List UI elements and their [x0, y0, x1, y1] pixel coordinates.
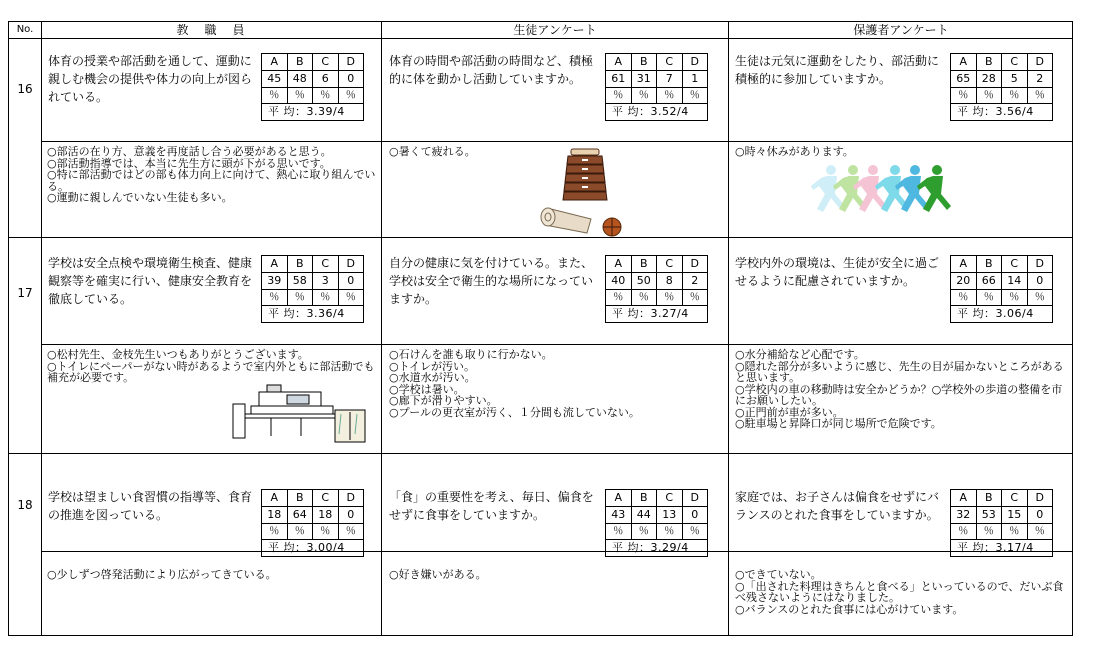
- scale-d: D: [1027, 256, 1053, 273]
- comment-line: ○できていない。: [735, 568, 822, 581]
- scale-a: A: [951, 490, 977, 507]
- pct-unit: ％: [338, 88, 364, 104]
- comment-line: ○駐車場と昇降口が同じ場所で危険です。: [735, 417, 942, 430]
- value-a: 32: [951, 507, 977, 524]
- value-c: 14: [1002, 273, 1028, 290]
- value-c: 7: [657, 71, 683, 88]
- average-cell: [951, 306, 1053, 323]
- average-label: 平 均：: [612, 541, 651, 554]
- teacher-question: 学校は望ましい食習慣の指導等、食育の推進を図っている。: [48, 490, 253, 522]
- average-value: 3.27/4: [650, 307, 689, 320]
- value-a: 45: [262, 71, 288, 88]
- teacher-comments: [47, 146, 379, 204]
- pct-unit: ％: [951, 524, 977, 540]
- comment-line: ○トイレが汚い。: [389, 359, 476, 373]
- pct-unit: ％: [631, 88, 657, 104]
- parent-score-table: [950, 255, 1053, 327]
- comment-line: ○部活の在り方、意義を再度話し合う必要があると思う。: [47, 145, 332, 158]
- value-a: 65: [951, 71, 977, 88]
- value-b: 44: [631, 507, 657, 524]
- row-number: 17: [17, 286, 33, 300]
- student-score-table: [605, 255, 708, 327]
- student-question: 体育の時間や部活動の時間など、積極的に体を動かし活動していますか。: [389, 54, 594, 86]
- runners-illustration: [809, 162, 969, 227]
- header-teacher: 教 職 員: [176, 23, 247, 37]
- scale-c: C: [1002, 490, 1028, 507]
- student-question: 自分の健康に気を付けている。また、学校は安全で衛生的な場所になっていますか。: [389, 256, 594, 306]
- comment-line: ○隠れた部分が多いように感じ、先生の目が届かないところがあると思います。: [735, 359, 1064, 384]
- value-b: 28: [976, 71, 1002, 88]
- value-a: 18: [262, 507, 288, 524]
- value-a: 43: [606, 507, 632, 524]
- pct-unit: ％: [606, 88, 632, 104]
- value-c: 15: [1002, 507, 1028, 524]
- comment-line: ○暑くて疲れる。: [389, 145, 476, 158]
- value-c: 18: [313, 507, 339, 524]
- pct-unit: ％: [976, 290, 1002, 306]
- parent-comments: [735, 569, 1071, 615]
- pct-unit: ％: [682, 524, 708, 540]
- pct-unit: ％: [287, 524, 313, 540]
- divider-header: [9, 38, 1072, 39]
- rolled-mat-icon: [541, 208, 591, 233]
- average-label: 平 均：: [612, 105, 651, 118]
- pct-unit: ％: [313, 290, 339, 306]
- value-b: 31: [631, 71, 657, 88]
- washroom-illustration: [231, 384, 371, 446]
- parent-score-table: [950, 53, 1053, 125]
- comment-line: ○部活動指導では、本当に先生方に頭が下がる思いです。: [47, 156, 331, 170]
- scale-b: B: [976, 490, 1002, 507]
- pct-unit: ％: [1002, 524, 1028, 540]
- scale-d: D: [338, 54, 364, 71]
- vaulting-box-icon: [563, 149, 607, 200]
- teacher-question: 学校は安全点検や環境衛生検査、健康観察等を確実に行い、健康安全教育を徹底している。: [48, 256, 253, 306]
- gym-equipment-illustration: [537, 147, 627, 235]
- teacher-question: 体育の授業や部活動を通して、運動に親しむ機会の提供や体力の向上が図られている。: [48, 54, 253, 104]
- scale-d: D: [1027, 54, 1053, 71]
- average-label: 平 均：: [957, 105, 996, 118]
- comment-line: ○学校内の車の移動時は安全かどうか？○学校外の歩道の整備を市にお願いしたい。: [735, 382, 1063, 407]
- pct-unit: ％: [1002, 88, 1028, 104]
- scale-c: C: [313, 490, 339, 507]
- student-comments: [389, 569, 487, 581]
- value-d: 1: [682, 71, 708, 88]
- comment-line: ○水道水が汚い。: [389, 371, 476, 384]
- scale-b: B: [287, 256, 313, 273]
- teacher-comments: [47, 349, 379, 384]
- pct-unit: ％: [1027, 88, 1053, 104]
- parent-comments: [735, 146, 854, 158]
- header-parent: 保護者アンケート: [853, 23, 949, 37]
- pct-unit: ％: [313, 524, 339, 540]
- pct-unit: ％: [631, 290, 657, 306]
- pct-unit: ％: [951, 290, 977, 306]
- pct-unit: ％: [313, 88, 339, 104]
- scale-b: B: [631, 54, 657, 71]
- student-question: 「食」の重要性を考え、毎日、偏食をせずに食事をしていますか。: [389, 490, 594, 522]
- value-d: 2: [682, 273, 708, 290]
- value-b: 66: [976, 273, 1002, 290]
- scale-a: A: [262, 256, 288, 273]
- scale-c: C: [1002, 54, 1028, 71]
- average-cell: [951, 104, 1053, 121]
- divider-col-no: [41, 22, 42, 635]
- student-score-table: [605, 489, 708, 561]
- pct-unit: ％: [631, 524, 657, 540]
- divider-sub-18: [41, 551, 1072, 552]
- value-a: 61: [606, 71, 632, 88]
- pct-unit: ％: [338, 290, 364, 306]
- average-label: 平 均：: [957, 307, 996, 320]
- value-d: 0: [338, 71, 364, 88]
- value-d: 0: [338, 507, 364, 524]
- comment-line: ○廊下が滑りやすい。: [389, 394, 498, 407]
- average-value: 3.29/4: [650, 541, 689, 554]
- pct-unit: ％: [262, 290, 288, 306]
- teacher-score-table: [261, 53, 364, 125]
- average-cell: [951, 540, 1053, 557]
- comment-line: ○「出された料理はきちんと食べる」といっているので、だいぶ食べ残さないようにはなりました。: [735, 579, 1064, 604]
- scale-a: A: [951, 54, 977, 71]
- value-d: 0: [1027, 273, 1053, 290]
- runner-icon: [811, 165, 845, 212]
- pct-unit: ％: [951, 88, 977, 104]
- parent-question: 学校内外の環境は、生徒が安全に過ごせるように配慮されていますか。: [735, 256, 940, 288]
- average-cell: [262, 306, 364, 323]
- value-c: 8: [657, 273, 683, 290]
- scale-a: A: [262, 54, 288, 71]
- value-c: 5: [1002, 71, 1028, 88]
- scale-d: D: [1027, 490, 1053, 507]
- scale-a: A: [606, 54, 632, 71]
- scale-d: D: [338, 256, 364, 273]
- scale-b: B: [287, 490, 313, 507]
- average-value: 3.36/4: [306, 307, 345, 320]
- runner-icon: [853, 165, 887, 212]
- average-label: 平 均：: [268, 541, 307, 554]
- average-cell: [606, 104, 708, 121]
- pct-unit: ％: [287, 290, 313, 306]
- divider-sub-16: [41, 141, 1072, 142]
- parent-score-table: [950, 489, 1053, 561]
- pct-unit: ％: [976, 88, 1002, 104]
- scale-d: D: [682, 54, 708, 71]
- teacher-comments: [47, 569, 277, 581]
- pct-unit: ％: [682, 290, 708, 306]
- runner-icon: [895, 165, 929, 212]
- scale-b: B: [976, 256, 1002, 273]
- comment-line: ○正門前が車が多い。: [735, 405, 844, 419]
- row-number: 16: [17, 82, 33, 96]
- pct-unit: ％: [262, 524, 288, 540]
- average-value: 3.56/4: [995, 105, 1034, 118]
- value-a: 40: [606, 273, 632, 290]
- scale-d: D: [682, 490, 708, 507]
- scale-a: A: [262, 490, 288, 507]
- pct-unit: ％: [657, 88, 683, 104]
- comment-line: ○好き嫌いがある。: [389, 568, 487, 581]
- parent-question: 家庭では、お子さんは偏食をせずにバランスのとれた食事をしていますか。: [735, 490, 940, 522]
- pct-unit: ％: [1002, 290, 1028, 306]
- average-value: 3.52/4: [650, 105, 689, 118]
- parent-comments: [735, 349, 1071, 430]
- divider-col-teacher: [381, 22, 382, 635]
- value-b: 58: [287, 273, 313, 290]
- comment-line: ○少しずつ啓発活動により広がってきている。: [47, 568, 277, 581]
- scale-b: B: [976, 54, 1002, 71]
- value-b: 64: [287, 507, 313, 524]
- pct-unit: ％: [976, 524, 1002, 540]
- student-comments: [389, 146, 476, 158]
- scale-b: B: [631, 490, 657, 507]
- scale-b: B: [287, 54, 313, 71]
- pct-unit: ％: [606, 524, 632, 540]
- pct-unit: ％: [657, 290, 683, 306]
- scale-c: C: [1002, 256, 1028, 273]
- average-cell: [262, 104, 364, 121]
- pct-unit: ％: [682, 88, 708, 104]
- divider-row-16: [9, 237, 1072, 238]
- scale-d: D: [682, 256, 708, 273]
- row-number: 18: [17, 498, 33, 512]
- average-value: 3.00/4: [306, 541, 345, 554]
- value-b: 53: [976, 507, 1002, 524]
- value-a: 39: [262, 273, 288, 290]
- average-value: 3.39/4: [306, 105, 345, 118]
- comment-line: ○プールの更衣室が汚く、１分間も流していない。: [389, 405, 640, 419]
- value-b: 50: [631, 273, 657, 290]
- value-c: 3: [313, 273, 339, 290]
- pct-unit: ％: [1027, 290, 1053, 306]
- comment-line: ○バランスのとれた食事には心がけています。: [735, 602, 964, 616]
- value-a: 20: [951, 273, 977, 290]
- pct-unit: ％: [287, 88, 313, 104]
- scale-b: B: [631, 256, 657, 273]
- divider-col-student: [728, 22, 729, 635]
- scale-a: A: [606, 256, 632, 273]
- student-comments: [389, 349, 640, 418]
- pct-unit: ％: [1027, 524, 1053, 540]
- value-c: 6: [313, 71, 339, 88]
- parent-question: 生徒は元気に運動をしたり、部活動に積極的に参加していますか。: [735, 54, 940, 86]
- average-cell: [262, 540, 364, 557]
- basketball-icon: [603, 218, 621, 236]
- divider-sub-17: [41, 344, 1072, 345]
- average-label: 平 均：: [268, 307, 307, 320]
- survey-table: [8, 21, 1073, 636]
- scale-c: C: [657, 490, 683, 507]
- comment-line: ○水分補給など心配です。: [735, 348, 865, 361]
- average-value: 3.17/4: [995, 541, 1034, 554]
- scale-c: C: [313, 256, 339, 273]
- comment-line: ○運動に親しんでいない生徒も多い。: [47, 191, 233, 204]
- pct-unit: ％: [657, 524, 683, 540]
- teacher-score-table: [261, 489, 364, 561]
- pct-unit: ％: [606, 290, 632, 306]
- value-d: 2: [1027, 71, 1053, 88]
- scale-a: A: [606, 490, 632, 507]
- value-d: 0: [1027, 507, 1053, 524]
- average-label: 平 均：: [612, 307, 651, 320]
- header-student: 生徒アンケート: [513, 23, 597, 37]
- comment-line: ○トイレにペーパーがない時があるようで室内外ともに部活動でも補充が必要です。: [47, 359, 375, 384]
- pct-unit: ％: [338, 524, 364, 540]
- average-label: 平 均：: [268, 105, 307, 118]
- comment-line: ○石けんを誰も取りに行かない。: [389, 348, 553, 361]
- comment-line: ○時々休みがあります。: [735, 145, 854, 158]
- average-label: 平 均：: [957, 541, 996, 554]
- average-cell: [606, 540, 708, 557]
- scale-c: C: [313, 54, 339, 71]
- value-d: 0: [338, 273, 364, 290]
- value-c: 13: [657, 507, 683, 524]
- average-value: 3.06/4: [995, 307, 1034, 320]
- sink-counter-icon: [233, 385, 351, 438]
- comment-line: ○特に部活動ではどの部も体力向上に向けて、熱心に取り組んでいる。: [47, 168, 376, 193]
- scale-a: A: [951, 256, 977, 273]
- scale-c: C: [657, 256, 683, 273]
- scale-c: C: [657, 54, 683, 71]
- header-no: No.: [16, 24, 34, 35]
- pct-unit: ％: [262, 88, 288, 104]
- value-d: 0: [682, 507, 708, 524]
- student-score-table: [605, 53, 708, 125]
- comment-line: ○松村先生、金枝先生いつもありがとうございます。: [47, 348, 309, 361]
- comment-line: ○学校は暑い。: [389, 382, 465, 396]
- cabinet-icon: [335, 410, 365, 442]
- scale-d: D: [338, 490, 364, 507]
- teacher-score-table: [261, 255, 364, 327]
- divider-row-17: [9, 453, 1072, 454]
- value-b: 48: [287, 71, 313, 88]
- average-cell: [606, 306, 708, 323]
